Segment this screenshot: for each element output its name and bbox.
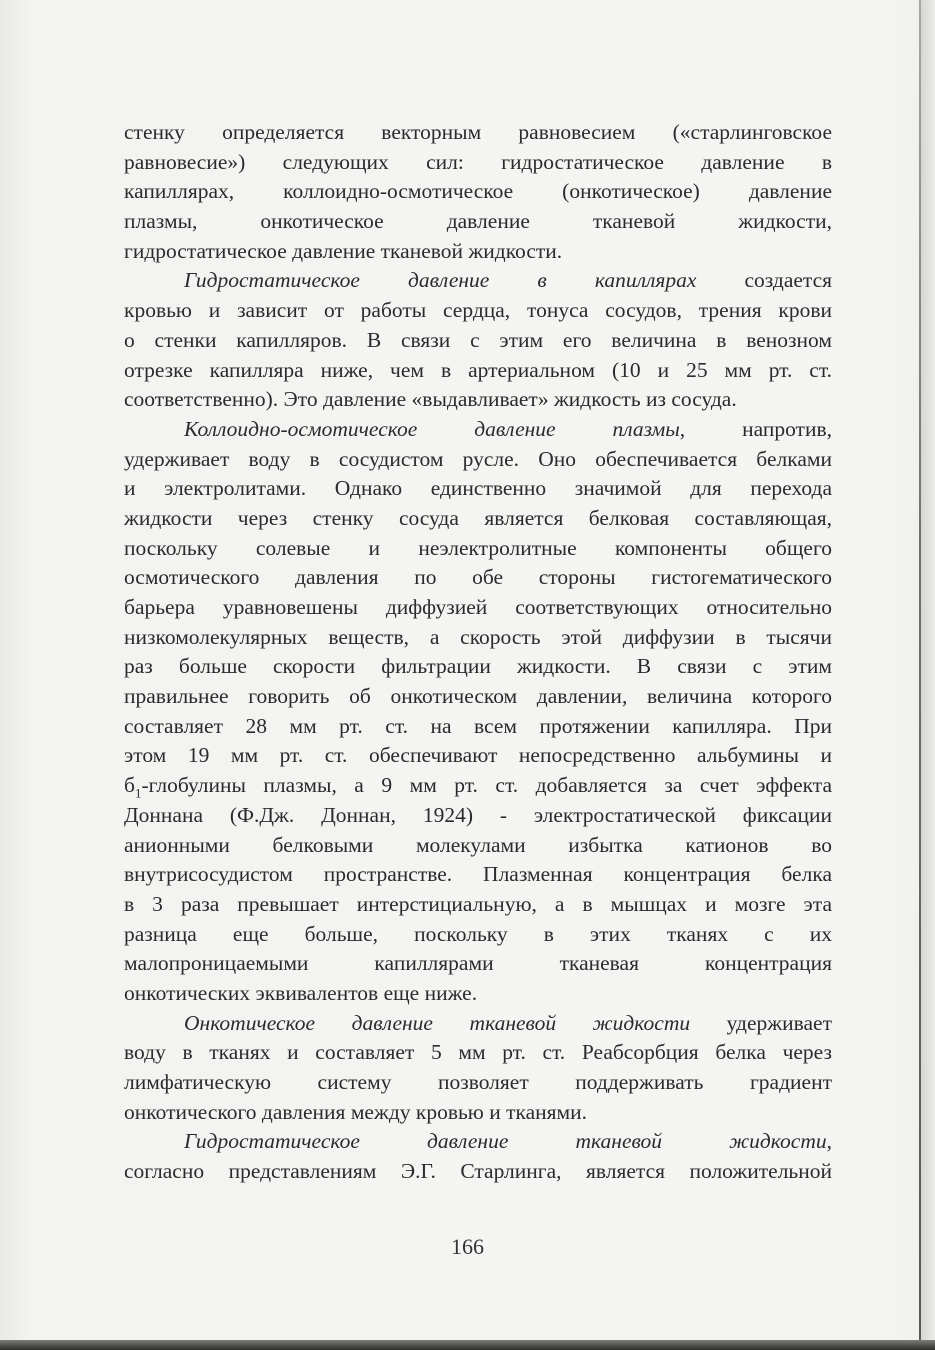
text-line [124, 237, 832, 267]
text-line [124, 504, 832, 534]
text-line [124, 1038, 832, 1068]
text-line [124, 415, 832, 445]
text-segment: , напротив, [679, 416, 832, 441]
text-line [124, 1127, 832, 1157]
body-text [124, 118, 832, 1187]
text-segment: б [124, 773, 135, 798]
text-segment: онкотического давления между кровью и тканями. [124, 1099, 588, 1124]
text-line [124, 148, 832, 178]
text-segment: , [826, 1129, 832, 1154]
italic-term: Коллоидно-осмотическое давление плазмы [184, 416, 680, 441]
text-line [124, 979, 832, 1009]
text-line [124, 771, 832, 801]
text-segment: удерживает воду в сосудистом русле. Оно обеспечивается белками [124, 446, 832, 471]
text-segment: согласно представлениям Э.Г. Старлинга, является положительной [124, 1159, 832, 1184]
text-line [124, 712, 832, 742]
text-line [124, 445, 832, 475]
text-line [124, 652, 832, 682]
page-number: 166 [451, 1234, 484, 1259]
text-segment: этом 19 мм рт. ст. обеспечивают непосредственно альбумины и [124, 743, 832, 768]
text-segment: кровью и зависит от работы сердца, тонуса сосудов, трения крови [124, 298, 832, 323]
text-segment: в 3 раза превышает интерстициальную, а в мышцах и мозге эта [124, 891, 832, 916]
text-segment: правильнее говорить об онкотическом давлении, величина которого [124, 684, 832, 709]
text-line [124, 296, 832, 326]
italic-term: Гидростатическое давление тканевой жидкости [184, 1129, 827, 1154]
text-line [124, 1098, 832, 1128]
text-line [124, 1009, 832, 1039]
text-line [124, 326, 832, 356]
text-segment: удерживает [690, 1010, 832, 1035]
text-line [124, 890, 832, 920]
text-line [124, 593, 832, 623]
text-segment: воду в тканях и составляет 5 мм рт. ст. Реабсорбция белка через [124, 1040, 832, 1065]
text-line [124, 207, 832, 237]
text-line [124, 266, 832, 296]
text-segment: -глобулины плазмы, а 9 мм рт. ст. добавляется за счет эффекта [141, 773, 832, 798]
text-line [124, 474, 832, 504]
text-segment: онкотических эквивалентов еще ниже. [124, 980, 478, 1005]
text-line [124, 920, 832, 950]
text-line [124, 801, 832, 831]
text-segment: малопроницаемыми капиллярами тканевая концентрация [124, 951, 832, 976]
text-line [124, 682, 832, 712]
text-line [124, 1068, 832, 1098]
text-line [124, 1157, 832, 1187]
text-segment: составляет 28 мм рт. ст. на всем протяжении капилляра. При [124, 713, 832, 738]
text-line [124, 741, 832, 771]
text-line [124, 385, 832, 415]
text-line [124, 949, 832, 979]
page-bottom-edge [0, 1340, 935, 1350]
text-line [124, 356, 832, 386]
text-segment: о стенки капилляров. В связи с этим его величина в венозном [124, 327, 832, 352]
text-line [124, 831, 832, 861]
text-segment: стенку определяется векторным равновесием («старлинговское [124, 120, 832, 144]
text-segment: внутрисосудистом пространстве. Плазменная концентрация белка [124, 862, 832, 887]
text-segment: плазмы, онкотическое давление тканевой жидкости, [124, 209, 832, 234]
italic-term: Гидростатическое давление в капиллярах [184, 268, 697, 293]
text-segment: отрезке капилляра ниже, чем в артериальном (10 и 25 мм рт. ст. [124, 357, 832, 382]
text-segment: поскольку солевые и неэлектролитные компоненты общего [124, 535, 832, 560]
text-segment: барьера уравновешены диффузией соответствующих относительно [124, 595, 832, 619]
text-segment: соответственно). Это давление «выдавливает» жидкость из сосуда. [124, 387, 737, 412]
text-line [124, 623, 832, 653]
page-right-shadow [921, 0, 935, 1350]
subscript: 1 [134, 785, 142, 801]
text-line [124, 563, 832, 593]
text-segment: гидростатическое давление тканевой жидкости. [124, 238, 563, 263]
text-segment: осмотического давления по обе стороны гистогематического [124, 565, 832, 590]
text-segment: и электролитами. Однако единственно значимой для перехода [124, 476, 832, 501]
text-segment: создается [696, 268, 832, 293]
text-line [124, 860, 832, 890]
italic-term: Онкотическое давление тканевой жидкости [184, 1010, 691, 1035]
text-segment: анионными белковыми молекулами избытка катионов во [124, 832, 832, 857]
text-segment: раз больше скорости фильтрации жидкости. В связи с этим [124, 654, 832, 679]
page-right-edge [919, 0, 921, 1350]
text-segment: низкомолекулярных веществ, а скорость этой диффузии в тысячи [124, 624, 832, 649]
text-segment: Доннана (Ф.Дж. Доннан, 1924) - электростатической фиксации [124, 802, 832, 827]
text-segment: разница еще больше, поскольку в этих тканях с их [124, 921, 832, 946]
text-segment: лимфатическую систему позволяет поддерживать градиент [124, 1070, 832, 1094]
text-line [124, 534, 832, 564]
text-line [124, 118, 832, 148]
text-segment: жидкости через стенку сосуда является белковая составляющая, [124, 505, 832, 530]
text-line [124, 177, 832, 207]
text-segment: капиллярах, коллоидно-осмотическое (онкотическое) давление [124, 179, 832, 204]
text-segment: равновесие») следующих сил: гидростатическое давление в [124, 149, 832, 174]
